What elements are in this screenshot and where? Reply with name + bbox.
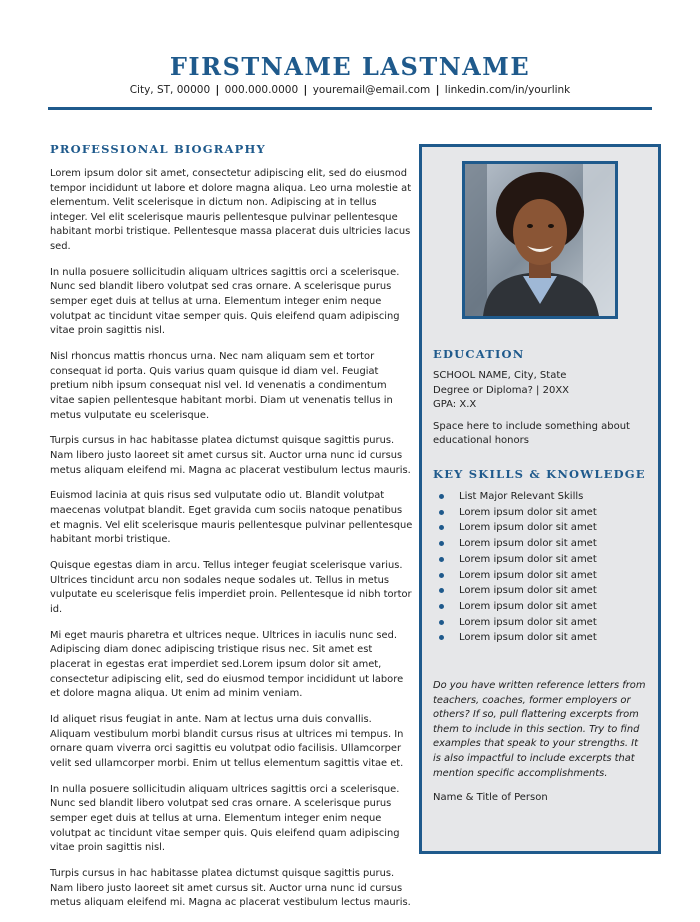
school-name: SCHOOL NAME, City, State xyxy=(433,370,567,381)
skill-item xyxy=(433,536,649,552)
biography-heading: PROFESSIONAL BIOGRAPHY xyxy=(50,142,266,156)
skill-item xyxy=(433,630,649,646)
contact-separator: | xyxy=(215,84,220,96)
bullet-icon xyxy=(439,635,444,640)
skills-list xyxy=(433,489,649,646)
skill-label: Lorem ipsum dolor sit amet xyxy=(459,616,597,628)
skill-item xyxy=(433,568,649,584)
skill-item xyxy=(433,505,649,521)
contact-city: City, ST, 00000 xyxy=(129,84,211,96)
degree: Degree or Diploma? | 20XX xyxy=(433,384,570,396)
skills-heading: KEY SKILLS & KNOWLEDGE xyxy=(433,467,646,481)
biography-paragraph: Mi eget mauris pharetra et ultrices neque. Ultrices in iaculis nunc sed. Adipiscing diam donec adipiscing tristique risus nec. Sit amet est placerat in egestas erat imperdiet sed.Lorem ipsum dolor sit amet, consectetur adipiscing elit, sed do eiusmod tempor incididunt ut labore et dolore magna aliqua. Ut enim ad minim veniam. xyxy=(50,629,404,700)
bullet-icon xyxy=(439,604,444,609)
skill-label: Lorem ipsum dolor sit amet xyxy=(459,553,597,565)
skill-item xyxy=(433,489,649,505)
contact-line xyxy=(0,82,700,98)
education-heading: EDUCATION xyxy=(433,347,525,361)
educational-honors: Space here to include something about educational honors xyxy=(433,420,630,447)
biography-paragraph: Turpis cursus in hac habitasse platea dictumst quisque sagittis purus. Nam libero justo laoreet sit amet cursus sit. Auctor urna nunc id cursus metus aliquam eleifend mi. Magna ac placerat vestibulum lectus mauris. xyxy=(50,435,411,476)
biography-body xyxy=(50,167,414,911)
biography-column xyxy=(50,140,414,922)
reference-name: Name & Title of Person xyxy=(433,792,548,803)
bullet-icon xyxy=(439,510,444,515)
skill-label: Lorem ipsum dolor sit amet xyxy=(459,569,597,581)
bullet-icon xyxy=(439,557,444,562)
skill-item xyxy=(433,615,649,631)
bullet-icon xyxy=(439,525,444,530)
header-divider xyxy=(48,107,652,110)
biography-paragraph: Euismod lacinia at quis risus sed vulputate odio ut. Blandit volutpat maecenas volutpat blandit. Eget gravida cum sociis natoque penatibus et magnis. Vel elit scelerisque mauris pellentesque pulvinar pellentesque habitant morbi tristique. xyxy=(50,490,413,546)
bullet-icon xyxy=(439,620,444,625)
candidate-name: FIRSTNAME LASTNAME xyxy=(169,52,531,81)
bullet-icon xyxy=(439,588,444,593)
biography-paragraph: Nisl rhoncus mattis rhoncus urna. Nec nam aliquam sem et tortor consequat id porta. Quis varius quam quisque id diam vel. Feugiat pretium nibh ipsum consequat nisl vel. Id venenatis a condimentum vitae sapien pellentesque habitant morbi. Diam ut venenatis tellus in metus vulputate eu scelerisque. xyxy=(50,351,393,421)
skill-label: Lorem ipsum dolor sit amet xyxy=(459,506,597,518)
education-section xyxy=(433,345,649,449)
skill-label: Lorem ipsum dolor sit amet xyxy=(459,522,597,534)
biography-paragraph: Lorem ipsum dolor sit amet, consectetur adipiscing elit, sed do eiusmod tempor incididunt ut labore et dolore magna aliqua. Leo urna molestie at elementum. Velit scelerisque in dictum non. Adipiscing at in tellus integer. Vel elit scelerisque mauris pellentesque pulvinar pellentesque habitant morbi tristique. Pellentesque massa placerat duis ultricies lacus sed. xyxy=(50,168,412,252)
reference-quote: Do you have written reference letters from teachers, coaches, former employers or others? If so, pull flattering excerpts from them to include in this section. Try to find examples that speak to your strengths. It is also impactful to include excerpts that mention specific accomplishments. xyxy=(433,680,646,779)
contact-email: youremail@email.com xyxy=(312,84,431,96)
profile-photo xyxy=(462,161,618,319)
skill-label: List Major Relevant Skills xyxy=(459,491,584,502)
sidebar-panel xyxy=(419,144,661,854)
skills-section xyxy=(433,465,649,646)
bullet-icon xyxy=(439,573,444,578)
skill-item xyxy=(433,599,649,615)
skill-item xyxy=(433,552,649,568)
skill-label: Lorem ipsum dolor sit amet xyxy=(459,632,597,644)
biography-paragraph: Quisque egestas diam in arcu. Tellus integer feugiat scelerisque varius. Ultrices tincidunt arcu non sodales neque sodales ut. Tellus in metus vulputate eu scelerisque felis imperdiet proin. Pellentesque id nibh tortor id. xyxy=(50,560,412,615)
biography-paragraph: In nulla posuere sollicitudin aliquam ultrices sagittis orci a scelerisque. Nunc sed blandit libero volutpat sed cras ornare. A scelerisque purus semper eget duis at tellus at urna. Elementum integer enim neque volutpat ac tincidunt vitae semper quis. Quis eleifend quam adipiscing vitae proin sagittis nisl. xyxy=(50,266,400,337)
skill-item xyxy=(433,520,649,536)
contact-separator: | xyxy=(303,84,308,96)
skill-item xyxy=(433,583,649,599)
skill-label: Lorem ipsum dolor sit amet xyxy=(459,600,597,612)
contact-linkedin: linkedin.com/in/yourlink xyxy=(444,84,571,96)
biography-paragraph: Turpis cursus in hac habitasse platea dictumst quisque sagittis purus. Nam libero justo laoreet sit amet cursus sit. Auctor urna nunc id cursus metus aliquam eleifend mi. Magna ac placerat vestibulum lectus mauris. xyxy=(50,868,411,909)
bullet-icon xyxy=(439,541,444,546)
gpa: GPA: X.X xyxy=(433,399,477,411)
portrait-image xyxy=(465,164,615,316)
biography-paragraph: Id aliquet risus feugiat in ante. Nam at lectus urna duis convallis. Aliquam vestibulum morbi blandit cursus risus at ultrices mi tempus. In ornare quam viverra orci sagittis eu volutpat odio facilisis. Ullamcorper velit sed ullamcorper morbi. Enim ut tellus elementum sagittis vitae et. xyxy=(50,714,404,769)
skill-label: Lorem ipsum dolor sit amet xyxy=(459,585,597,597)
biography-paragraph: In nulla posuere sollicitudin aliquam ultrices sagittis orci a scelerisque. Nunc sed blandit libero volutpat sed cras ornare. A scelerisque purus semper eget duis at tellus at urna. Elementum integer enim neque volutpat ac tincidunt vitae semper quis. Quis eleifend quam adipiscing vitae proin sagittis nisl. xyxy=(50,783,400,854)
contact-separator: | xyxy=(435,84,440,96)
contact-phone: 000.000.0000 xyxy=(224,84,299,96)
bullet-icon xyxy=(439,494,444,499)
skill-label: Lorem ipsum dolor sit amet xyxy=(459,538,597,550)
